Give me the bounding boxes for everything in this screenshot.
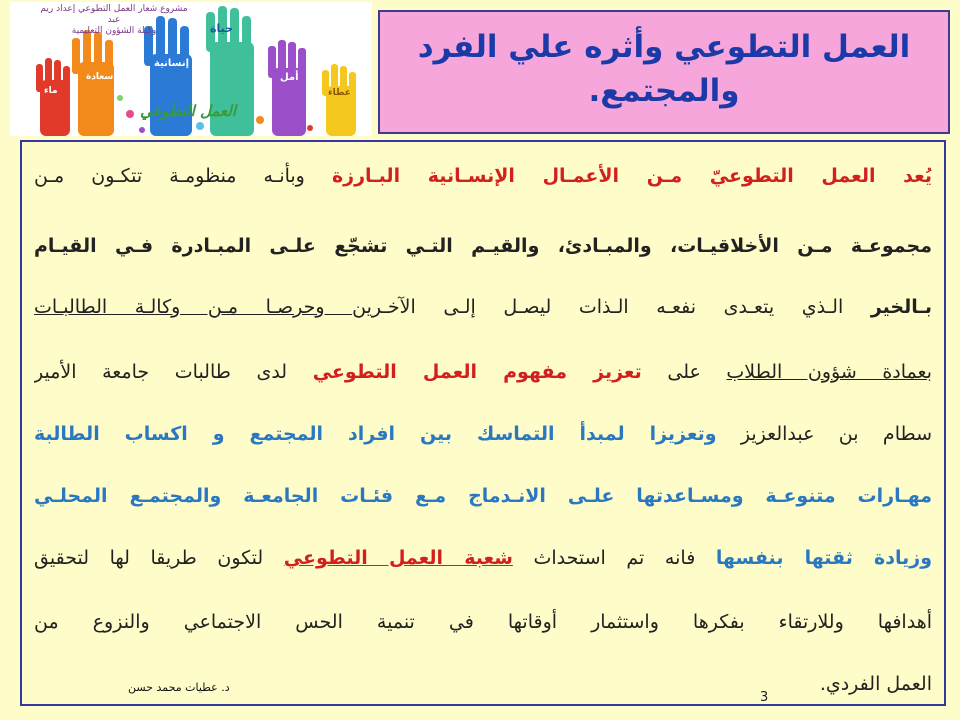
highlight-red-1: يُعد العمل التطوعيّ مـن الأعمـال الإنسـانية البـارزة (331, 165, 932, 187)
highlight-blue-7: وزيادة ثقتها بنفسها (715, 547, 932, 569)
paragraph-line-7 (34, 538, 932, 578)
paragraph-line-6 (34, 476, 932, 516)
paragraph-line-2 (34, 226, 932, 266)
text-underlined-4: بعمادة شؤون الطلاب (726, 361, 932, 383)
orange-hand (72, 30, 114, 136)
paragraph-line-5 (34, 414, 932, 454)
author-name: د. عطيات محمد حسن (128, 681, 230, 694)
text-plain-3: الـذي يتعـدى نفعـه الـذات ليصـل إلـى الآخـرين (352, 296, 871, 318)
paragraph-line-3 (34, 287, 932, 327)
text-plain-7a: فانه تم استحداث (512, 547, 716, 569)
hand-word-3: أمل (280, 72, 299, 83)
title-line-1: العمل التطوعي وأثره علي الفرد (417, 29, 911, 65)
text-bold-3: بـالخير (870, 296, 932, 318)
text-plain-4a: على (641, 361, 727, 383)
text-plain-4b: لدى طالبات جامعة الأمير (34, 361, 313, 383)
text-plain-5: سطام بن عبدالعزيز (716, 423, 932, 445)
highlight-blue-6: مهـارات متنوعـة ومسـاعدتها علـى الانـدماج مـع فئـات الجامعـة والمجتمـع المحلـي (34, 485, 932, 507)
highlight-red-underlined-7: شعبة العمل التطوعي (283, 547, 513, 569)
hand-word-5: عطاء (328, 88, 351, 98)
text-plain-7b: لتكون طريقا لها لتحقيق (34, 547, 284, 569)
text-underlined-3: وحرصـا مـن وكالـة الطالبـات (34, 296, 353, 318)
yellow-hand (322, 64, 356, 136)
page-title (404, 25, 924, 113)
paragraph-line-1 (34, 156, 932, 196)
hand-word-2: إنسانية (154, 58, 190, 69)
banner-logo-text: العمل التطوعي (140, 102, 236, 120)
title-line-2: والمجتمع. (588, 73, 740, 109)
text-plain-8: أهدافها وللارتقاء بفكرها واستثمار أوقاتها في تنمية الحس الاجتماعي والنزوع من (34, 611, 932, 633)
text-plain-9: العمل الفردي. (819, 673, 932, 695)
paragraph-line-4 (34, 352, 932, 392)
paragraph-line-8 (34, 602, 932, 642)
hand-word-1: حياة (210, 22, 234, 35)
title-box (378, 10, 950, 134)
banner-caption (34, 4, 194, 37)
purple-hand (268, 40, 306, 136)
body-text-box (20, 140, 946, 706)
red-hand (36, 58, 70, 136)
highlight-blue-5: وتعزيزا لمبدأ التماسك بين افراد المجتمع و اكساب الطالبة (34, 423, 717, 445)
hand-word-6: ماء (44, 86, 58, 96)
text-plain-1: وبأنـه منظومـة تتكـون مـن (34, 165, 332, 187)
banner-caption-line1: مشروع شعار العمل التطوعي إعداد ريم عبد (40, 4, 188, 25)
volunteer-hands-banner (10, 2, 372, 136)
text-bold-2: مجموعـة مـن الأخلاقيـات، والمبـادئ، والقيـم التـي تشجّع علـى المبـادرة فـي القيـام (34, 235, 932, 257)
page-number: 3 (760, 690, 769, 705)
highlight-red-4: تعزيز مفهوم العمل التطوعي (312, 361, 642, 383)
hand-word-4: سعادة (86, 72, 114, 82)
banner-caption-line2: وكيلة الشؤون التعليمية (71, 26, 157, 36)
